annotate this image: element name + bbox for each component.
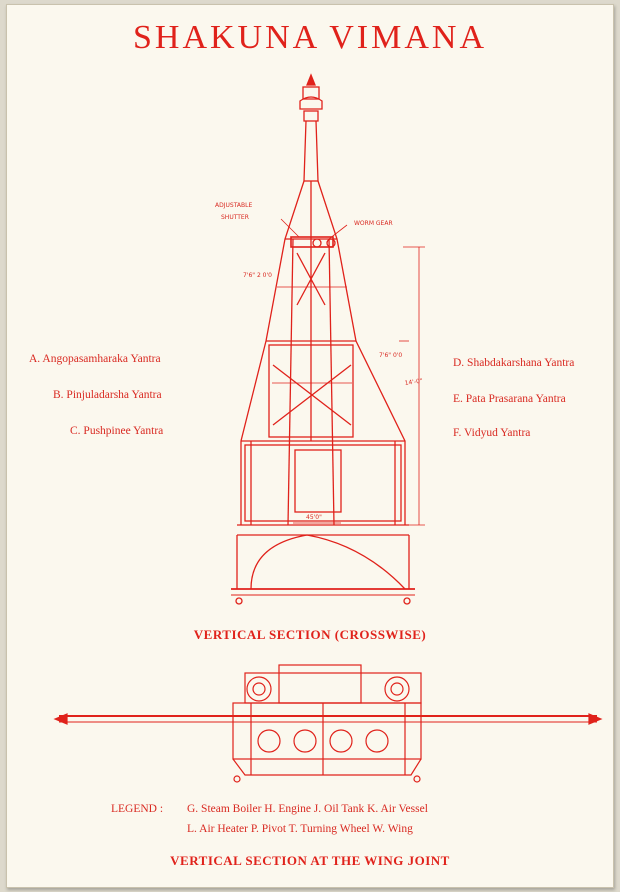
- diagram-page: [6, 4, 614, 888]
- diagram-title: SHAKUNA VIMANA: [132, 19, 487, 56]
- legend-heading: LEGEND :: [111, 803, 164, 815]
- legend-line-1: G. Steam Boiler H. Engine J. Oil Tank K. Air Vessel: [187, 803, 428, 815]
- label-c: C. Pushpinee Yantra: [70, 425, 164, 437]
- label-b: B. Pinjuladarsha Yantra: [53, 389, 162, 401]
- legend-line-2: L. Air Heater P. Pivot T. Turning Wheel W. Wing: [187, 823, 413, 835]
- finial: [300, 75, 322, 121]
- label-a: A. Angopasamharaka Yantra: [29, 353, 161, 365]
- wing-joint-section: [55, 665, 601, 782]
- caption-wing-joint: VERTICAL SECTION AT THE WING JOINT: [170, 853, 450, 868]
- label-d: D. Shabdakarshana Yantra: [453, 357, 575, 369]
- lower-width-dimension: 45'0": [306, 514, 322, 521]
- spire: [304, 121, 318, 181]
- caption-crosswise: VERTICAL SECTION (CROSSWISE): [193, 627, 427, 642]
- upper-dimension: 7'6" 2 0'0: [243, 272, 272, 279]
- worm-gear-label: WORM GEAR: [354, 220, 393, 227]
- label-f: F. Vidyud Yantra: [453, 427, 531, 439]
- base-bell: [251, 535, 405, 589]
- vimana-drawing: [7, 5, 613, 887]
- label-e: E. Pata Prasarana Yantra: [453, 393, 566, 405]
- right-dimension: 7'6" 0'0: [379, 352, 403, 359]
- adjustable-label: ADJUSTABLE: [215, 202, 253, 209]
- height-dimension: 14'-0": [404, 377, 424, 387]
- shutter-label: SHUTTER: [221, 214, 249, 221]
